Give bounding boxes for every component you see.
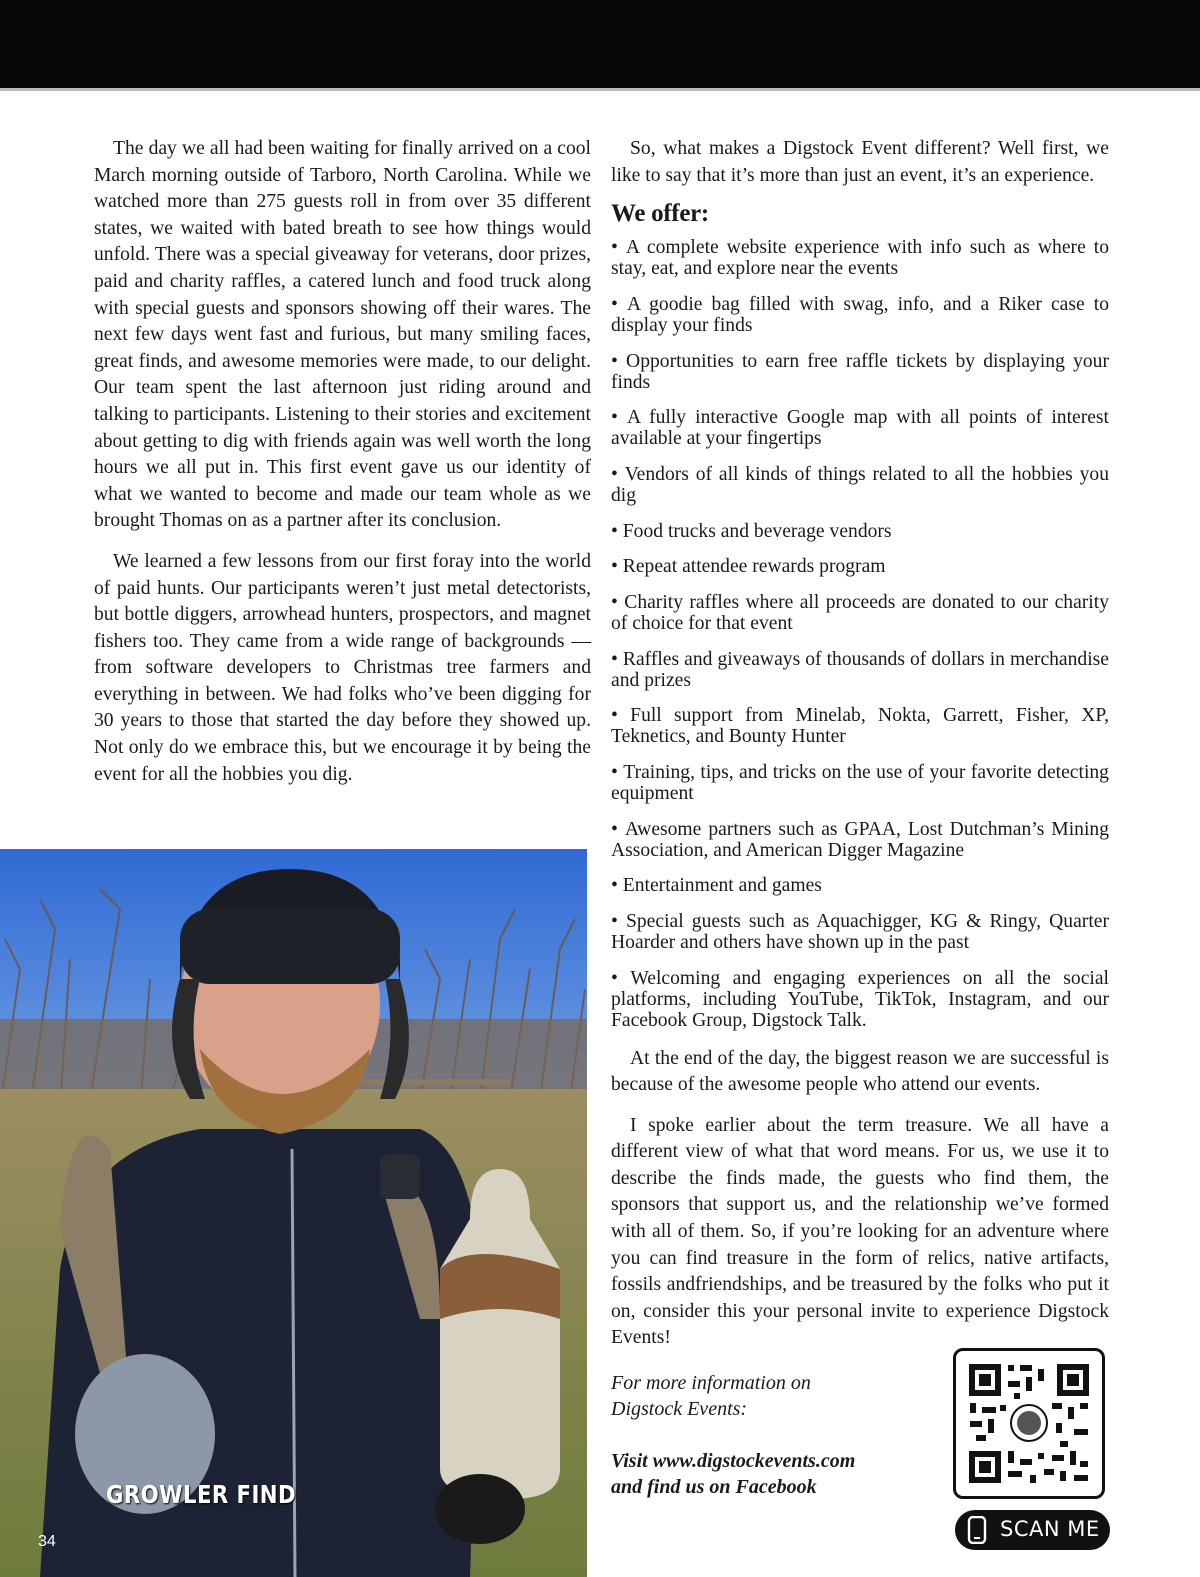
top-banner bbox=[0, 0, 1200, 91]
photo-caption: GROWLER FIND bbox=[106, 1480, 297, 1509]
qr-code[interactable] bbox=[953, 1348, 1105, 1499]
offer-item: • A goodie bag filled with swag, info, and a Riker case to display your finds bbox=[611, 294, 1109, 336]
offer-item: • Training, tips, and tricks on the use of your favorite detecting equipment bbox=[611, 762, 1109, 804]
left-article-column bbox=[94, 136, 591, 788]
offer-item: • Awesome partners such as GPAA, Lost Dutchman’s Mining Association, and American Digger Magazine bbox=[611, 819, 1109, 861]
offer-item: • Entertainment and games bbox=[611, 875, 1109, 896]
offer-item: • Vendors of all kinds of things related to all the hobbies you dig bbox=[611, 464, 1109, 506]
closing-section bbox=[611, 1046, 1109, 1353]
scan-me-button[interactable] bbox=[955, 1510, 1110, 1550]
offer-item: • Food trucks and beverage vendors bbox=[611, 521, 1109, 542]
closing-paragraph: I spoke earlier about the term treasure. We all have a different view of what that word means. For us, we use it to describe the finds made, the guests who find them, the sponsors that support us, and the relationship we’ve formed with all of them. So, if you’re looking for an adventure where you can find treasure in the form of relics, native artifacts, fossils andfriendships, and be treasured by the folks who put it on, consider this your personal invite to experience Digstock Events! bbox=[611, 1114, 1109, 1349]
offer-list bbox=[611, 237, 1109, 1031]
article-paragraph: The day we all had been waiting for finally arrived on a cool March morning outside of Tarboro, North Carolina. While we watched more than 275 guests roll in from over 35 different states, we waited with bated breath to see how things would unfold. There was a special giveaway for veterans, door prizes, paid and charity raffles, a catered lunch and food truck along with special guests and sponsors showing off their wares. The next few days went fast and furious, but many smiling faces, great finds, and awesome memories were made, to our delight. Our team spent the last afternoon just riding around and talking to participants. Listening to their stories and excitement about getting to dig with friends again was well worth the long hours we all put in. This first event gave us our identity of what we wanted to become and made our team whole as we brought Thomas on as a partner after its conclusion. bbox=[94, 138, 591, 532]
phone-icon bbox=[965, 1516, 989, 1549]
right-article-column bbox=[611, 136, 1109, 1352]
info-box bbox=[611, 1370, 931, 1500]
logo-badge bbox=[1017, 1411, 1041, 1435]
offer-item: • Repeat attendee rewards program bbox=[611, 556, 1109, 577]
gloved-hand bbox=[435, 1474, 525, 1544]
offer-item: • Full support from Minelab, Nokta, Garrett, Fisher, XP, Teknetics, and Bounty Hunter bbox=[611, 705, 1109, 747]
radio bbox=[380, 1154, 420, 1199]
intro-paragraph: So, what makes a Digstock Event different? Well first, we like to say that it’s more than just an event, it’s an experience. bbox=[611, 138, 1109, 186]
page-number: 34 bbox=[38, 1533, 56, 1550]
offer-item: • A fully interactive Google map with all points of interest available at your fingertips bbox=[611, 407, 1109, 449]
article-paragraph: We learned a few lessons from our first foray into the world of paid hunts. Our participants weren’t just metal detectorists, but bottle diggers, arrowhead hunters, prospectors, and magnet fishers too. They came from a wide range of backgrounds — from software developers to Christmas tree farmers and everything in between. We had folks who’ve been digging for 30 years to those that started the day before they showed up. Not only do we embrace this, but we encourage it by being the event for all the hobbies you dig. bbox=[94, 550, 591, 785]
qr-pattern bbox=[956, 1351, 1102, 1496]
offer-item: • A complete website experience with info such as where to stay, eat, and explore near the events bbox=[611, 237, 1109, 279]
offer-item: • Welcoming and engaging experiences on all the social platforms, including YouTube, TikTok, Instagram, and our Facebook Group, Digstock Talk. bbox=[611, 968, 1109, 1031]
offer-item: • Opportunities to earn free raffle tickets by displaying your finds bbox=[611, 351, 1109, 393]
offer-item: • Raffles and giveaways of thousands of dollars in merchandise and prizes bbox=[611, 649, 1109, 691]
beanie-band bbox=[180, 909, 400, 984]
closing-paragraph: At the end of the day, the biggest reason we are successful is because of the awesome people who attend our events. bbox=[611, 1047, 1109, 1096]
website-link[interactable]: Visit www.digstockevents.com bbox=[611, 1450, 856, 1472]
photo-illustration bbox=[0, 849, 587, 1577]
info-line: Digstock Events: bbox=[611, 1398, 748, 1420]
info-line: For more information on bbox=[611, 1372, 811, 1394]
offer-item: • Charity raffles where all proceeds are donated to our charity of choice for that event bbox=[611, 592, 1109, 634]
facebook-line: and find us on Facebook bbox=[611, 1476, 817, 1498]
scan-me-label: SCAN ME bbox=[1000, 1517, 1100, 1541]
offer-item: • Special guests such as Aquachigger, KG & Ringy, Quarter Hoarder and others have shown up in the past bbox=[611, 911, 1109, 953]
photo-growler-find bbox=[0, 849, 587, 1577]
offer-heading: We offer: bbox=[611, 200, 709, 228]
